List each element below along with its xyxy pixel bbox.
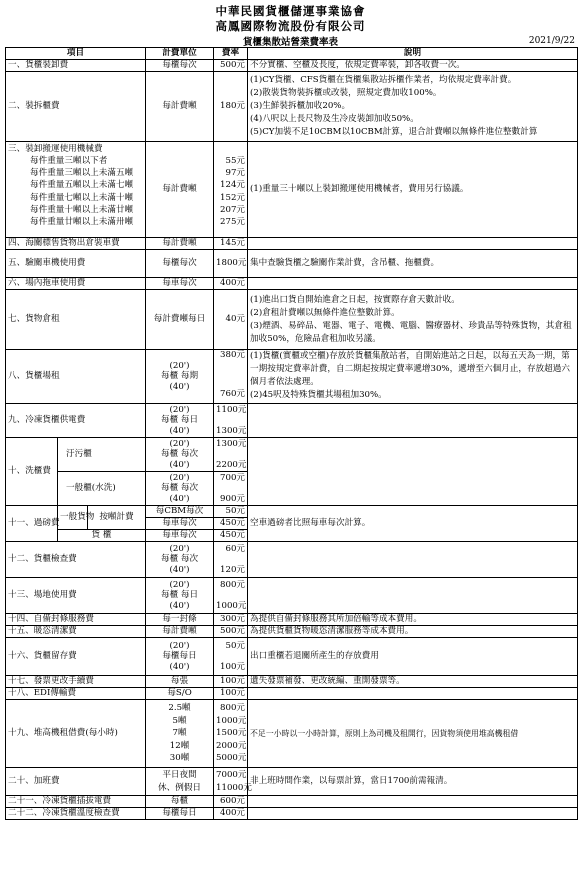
fee-value: 1000元 — [216, 715, 247, 726]
desc-cell — [248, 796, 578, 808]
unit-cell — [146, 578, 214, 614]
table-row — [6, 638, 578, 676]
sub-item: 汙污櫃 — [58, 438, 146, 472]
unit-cell: 每張 — [146, 676, 214, 688]
fee-value: 100元 — [220, 661, 246, 672]
fee-cell — [214, 472, 248, 506]
unit-cell: 每計費噸 — [146, 626, 214, 638]
unit-cell: 每CBM每次 — [146, 506, 214, 518]
unit-line: (40') — [169, 661, 190, 672]
unit-line: 每櫃 每次 — [160, 449, 199, 460]
unit-cell — [146, 404, 214, 438]
unit-line: 每櫃每日 — [162, 651, 197, 662]
fee-value: 60元 — [225, 543, 246, 554]
fee-value: 7000元 — [216, 770, 247, 780]
table-row — [6, 438, 578, 472]
table-row — [6, 278, 578, 290]
table-row — [6, 614, 578, 626]
table-header-row — [6, 48, 578, 60]
fee-cell: 100元 — [214, 676, 248, 688]
unit-line: (40') — [169, 600, 190, 611]
table-row — [6, 796, 578, 808]
item-label: 三、裝卸搬運使用機械費 — [8, 144, 103, 154]
unit-cell: 每計費噸 — [146, 72, 214, 142]
item-cell: 二、裝拆櫃費 — [6, 72, 146, 142]
fee-value: 97元 — [225, 168, 246, 179]
table-row — [6, 768, 578, 796]
unit-cell: 每計費噸 — [146, 142, 214, 238]
col-item: 項目 — [6, 48, 146, 60]
unit-cell — [146, 472, 214, 506]
table-row — [6, 542, 578, 578]
fee-cell: 450元 — [214, 518, 248, 530]
fee-cell: 180元 — [214, 72, 248, 142]
fee-cell: 400元 — [214, 808, 248, 820]
fee-cell — [214, 768, 252, 796]
item-cell: 十二、貨櫃檢查費 — [6, 542, 146, 578]
unit-cell — [146, 700, 214, 768]
item-cell — [6, 142, 146, 238]
table-row — [6, 290, 578, 350]
desc-line: (1)進出口貨自開始進倉之日起，按實際存倉天數計收。 — [250, 294, 460, 305]
unit-cell — [146, 350, 214, 404]
desc-line: (3)生鮮裝拆櫃加收20%。 — [250, 101, 351, 111]
desc-cell: 不分實櫃、空櫃及長度，依規定費率裝，卸各收費一次。 — [248, 60, 578, 72]
desc-cell: 集中查驗貨櫃之驗關作業計費，含吊櫃、拖櫃費。 — [248, 250, 578, 278]
item-cell: 一、貨櫃裝卸費 — [6, 60, 146, 72]
desc-cell: (1)重量三十噸以上裝卸搬運使用機械者，費用另行協議。 — [248, 142, 578, 238]
fee-value: 900元 — [220, 493, 246, 504]
unit-cell: 每S/O — [146, 688, 214, 700]
unit-cell: 每櫃每日 — [146, 808, 214, 820]
fee-value: 124元 — [220, 180, 246, 191]
desc-line: (1)貨櫃(實櫃或空櫃)存放於貨櫃集散站者，自開始進站之日起，以每五天為一期，第一期按規定費率計費，自二期起按規定費率遞增30%，遞增至六個月止，存放超過六個月者依法處理。 — [250, 351, 570, 387]
item-cell: 二十、加班費 — [6, 768, 146, 796]
table-row — [6, 676, 578, 688]
fee-table — [5, 47, 578, 820]
fee-value: 2000元 — [216, 740, 247, 751]
fee-cell: 100元 — [214, 688, 248, 700]
table-row — [6, 578, 578, 614]
unit-cell — [146, 438, 214, 472]
fee-value: 1100元 — [216, 404, 247, 415]
fee-value: 1000元 — [216, 600, 247, 611]
unit-cell: 每櫃每次 — [146, 60, 214, 72]
desc-cell — [248, 72, 578, 142]
desc-line: (2)45呎及特殊貨櫃其場租加30%。 — [250, 390, 387, 400]
fee-value: 760元 — [220, 388, 246, 399]
desc-cell: 遺失發票補發、更改統編、重開發票等。 — [248, 676, 578, 688]
unit-line: 5噸 — [172, 715, 187, 726]
desc-cell: 不足一小時以一小時計算，原則上為司機及租開行，因貨物須使用堆高機租借 — [248, 700, 578, 768]
fee-value: 1500元 — [216, 728, 247, 739]
schedule-title: 貨櫃集散站營業費率表 — [242, 37, 338, 48]
desc-cell — [248, 688, 578, 700]
desc-cell: 空車過磅者比照每車每次計算。 — [248, 506, 578, 542]
unit-line: (20') — [169, 360, 190, 371]
item-cell: 六、場內拖車使用費 — [6, 278, 146, 290]
table-row — [6, 404, 578, 438]
desc-line: (2)倉租計費噸以無條件進位整數計算。 — [250, 307, 400, 318]
fee-value: 275元 — [220, 217, 246, 228]
unit-line: 12噸 — [169, 740, 190, 751]
fee-cell: 40元 — [214, 290, 248, 350]
unit-line: (40') — [169, 459, 190, 470]
table-row — [6, 626, 578, 638]
fee-value: 380元 — [220, 350, 246, 360]
unit-line: (40') — [169, 425, 190, 436]
unit-line: 2.5噸 — [168, 703, 191, 714]
item-cell: 十一、過磅費 — [6, 506, 58, 542]
item-cell: 十九、堆高機租借費(每小時) — [6, 700, 146, 768]
desc-cell — [248, 404, 578, 438]
table-row — [6, 238, 578, 250]
unit-cell: 每櫃 — [146, 796, 214, 808]
fee-cell — [214, 438, 248, 472]
sub-item: 每件重量七噸以上未滿十噸 — [30, 192, 134, 203]
item-cell: 十八、EDI傳輸費 — [6, 688, 146, 700]
item-cell: 十七、發票更改手續費 — [6, 676, 146, 688]
fee-value: 700元 — [220, 472, 246, 483]
table-row — [6, 350, 578, 404]
desc-cell — [248, 438, 578, 506]
unit-line: (20') — [169, 579, 190, 590]
fee-cell: 300元 — [214, 614, 248, 626]
col-desc: 說明 — [248, 48, 578, 60]
unit-cell — [146, 768, 214, 796]
unit-cell: 每車每次 — [146, 530, 214, 542]
item-cell: 十四、自備封條服務費 — [6, 614, 146, 626]
unit-cell — [146, 542, 214, 578]
col-unit: 計費單位 — [146, 48, 214, 60]
sub-item: 貨 櫃 — [58, 530, 146, 542]
item-cell: 十三、場地使用費 — [6, 578, 146, 614]
item-cell: 二十一、冷凍貨櫃插拔電費 — [6, 796, 146, 808]
desc-cell — [248, 290, 578, 350]
desc-line: (5)CY加裝不足10CBM以10CBM計算，退合計費噸以無條件進位整數計算 — [250, 127, 538, 137]
fee-cell — [214, 578, 248, 614]
fee-cell — [214, 638, 248, 676]
desc-cell: 出口重櫃若退關所產生的存放費用 — [248, 638, 578, 676]
desc-line: (1)CY貨櫃、CFS貨櫃在貨櫃集散站拆櫃作業者，均依規定費率計費。 — [250, 75, 517, 85]
fee-cell — [214, 542, 248, 578]
unit-line: 平日夜間 — [162, 770, 197, 780]
item-cell: 九、冷凍貨櫃供電費 — [6, 404, 146, 438]
unit-cell: 每車每次 — [146, 278, 214, 290]
company-title: 高鳳國際物流股份有限公司 — [215, 19, 366, 33]
item-cell: 十六、貨櫃留存費 — [6, 638, 146, 676]
table-row — [6, 506, 578, 518]
col-fee: 費率 — [214, 48, 248, 60]
desc-cell — [248, 238, 578, 250]
item-cell: 十五、暖恣清潔費 — [6, 626, 146, 638]
unit-line: 每櫃 每日 — [160, 415, 199, 426]
fee-value: 207元 — [220, 204, 246, 215]
unit-line: 休、例假日 — [158, 782, 202, 793]
sub-item: 一般櫃(水洗) — [58, 472, 146, 506]
fee-value: 55元 — [225, 156, 246, 166]
unit-line: (20') — [169, 640, 190, 651]
unit-line: (40') — [169, 564, 190, 575]
sub-item: 每件重量五噸以上未滿七噸 — [30, 180, 134, 191]
fee-value: 800元 — [220, 579, 246, 590]
unit-cell: 每車每次 — [146, 518, 214, 530]
fee-cell: 50元 — [214, 506, 248, 518]
unit-line: 每櫃 每期 — [160, 371, 199, 382]
unit-cell: 每計費噸 — [146, 238, 214, 250]
desc-line: (2)散裝貨物裝拆櫃或改裝，照規定費加收100%。 — [250, 88, 442, 98]
unit-line: 每櫃 每日 — [160, 590, 199, 601]
desc-cell — [248, 578, 578, 614]
desc-cell: 為提供自備封條服務其所加倍輸等成本費用。 — [248, 614, 578, 626]
unit-line: (20') — [169, 404, 190, 415]
desc-cell — [248, 808, 578, 820]
fee-value: 800元 — [220, 703, 246, 714]
unit-cell: 每櫃每次 — [146, 250, 214, 278]
fee-cell: 450元 — [214, 530, 248, 542]
fee-cell: 1800元 — [214, 250, 248, 278]
item-cell: 五、驗關車機使用費 — [6, 250, 146, 278]
fee-cell: 500元 — [214, 626, 248, 638]
unit-line: 30噸 — [169, 753, 190, 764]
sub-item: 每件重量三噸以下者 — [30, 156, 108, 166]
unit-line: (40') — [169, 493, 190, 504]
fee-cell: 400元 — [214, 278, 248, 290]
unit-cell: 每一封條 — [146, 614, 214, 626]
item-cell: 十、洗櫃費 — [6, 438, 58, 506]
schedule-date: 2021/9/22 — [528, 36, 575, 46]
item-cell: 四、海關標售貨物出倉裝車費 — [6, 238, 146, 250]
sub-item: 每件重量廿噸以上未滿卅噸 — [30, 217, 134, 228]
unit-line: (40') — [169, 381, 190, 392]
item-cell: 七、貨物倉租 — [6, 290, 146, 350]
desc-line: (3)煙酒、易碎品、電器、電子、電機、電腦、醫療器材、珍貴品等特殊貨物，其倉租加收50%，危險品倉租加收另議。 — [250, 320, 572, 344]
unit-line: 每櫃 每次 — [160, 554, 199, 565]
fee-value: 2200元 — [216, 459, 247, 470]
table-row — [6, 250, 578, 278]
fee-cell: 500元 — [214, 60, 248, 72]
desc-cell — [248, 350, 578, 404]
unit-line: (20') — [169, 472, 190, 483]
fee-value: 152元 — [220, 192, 246, 203]
desc-line: (4)八呎以上長尺物及生冷皮裝卸加收50%。 — [250, 114, 419, 124]
association-title: 中華民國貨櫃儲運事業協會 — [215, 4, 366, 18]
fee-cell — [214, 350, 248, 404]
fee-cell — [214, 142, 248, 238]
table-row — [6, 142, 578, 238]
item-cell: 二十二、冷凍貨櫃溫度檢查費 — [6, 808, 146, 820]
fee-value: 1300元 — [216, 425, 247, 436]
desc-cell: 非上班時間作業，以每票計算，當日1700前需報清。 — [248, 768, 578, 796]
table-row — [6, 72, 578, 142]
desc-cell: 為提供貨櫃貨物暖恣清潔服務等成本費用。 — [248, 626, 578, 638]
unit-line: (20') — [169, 438, 190, 449]
desc-cell — [248, 542, 578, 578]
unit-line: (20') — [169, 543, 190, 554]
unit-cell — [146, 638, 214, 676]
sub-item: 一般貨物 — [58, 506, 88, 530]
sub-item: 每件重量十噸以上未滿廿噸 — [30, 204, 134, 215]
desc-cell — [248, 278, 578, 290]
fee-cell: 600元 — [214, 796, 248, 808]
table-row — [6, 688, 578, 700]
sub-item: 按噸計費 — [88, 506, 146, 530]
fee-value: 120元 — [220, 564, 246, 575]
fee-value: 50元 — [225, 640, 246, 651]
fee-value: 1300元 — [216, 438, 247, 449]
fee-cell: 145元 — [214, 238, 248, 250]
fee-value: 5000元 — [216, 753, 247, 764]
unit-line: 7噸 — [172, 728, 187, 739]
item-cell: 八、貨櫃場租 — [6, 350, 146, 404]
sub-item: 每件重量三噸以上未滿五噸 — [30, 168, 134, 179]
table-row — [6, 700, 578, 768]
unit-cell: 每計費噸每日 — [146, 290, 214, 350]
fee-value: 11000元 — [216, 782, 252, 793]
table-row — [6, 60, 578, 72]
unit-line: 每櫃 每次 — [160, 483, 199, 494]
table-row — [6, 808, 578, 820]
fee-cell — [214, 404, 248, 438]
fee-cell — [214, 700, 248, 768]
